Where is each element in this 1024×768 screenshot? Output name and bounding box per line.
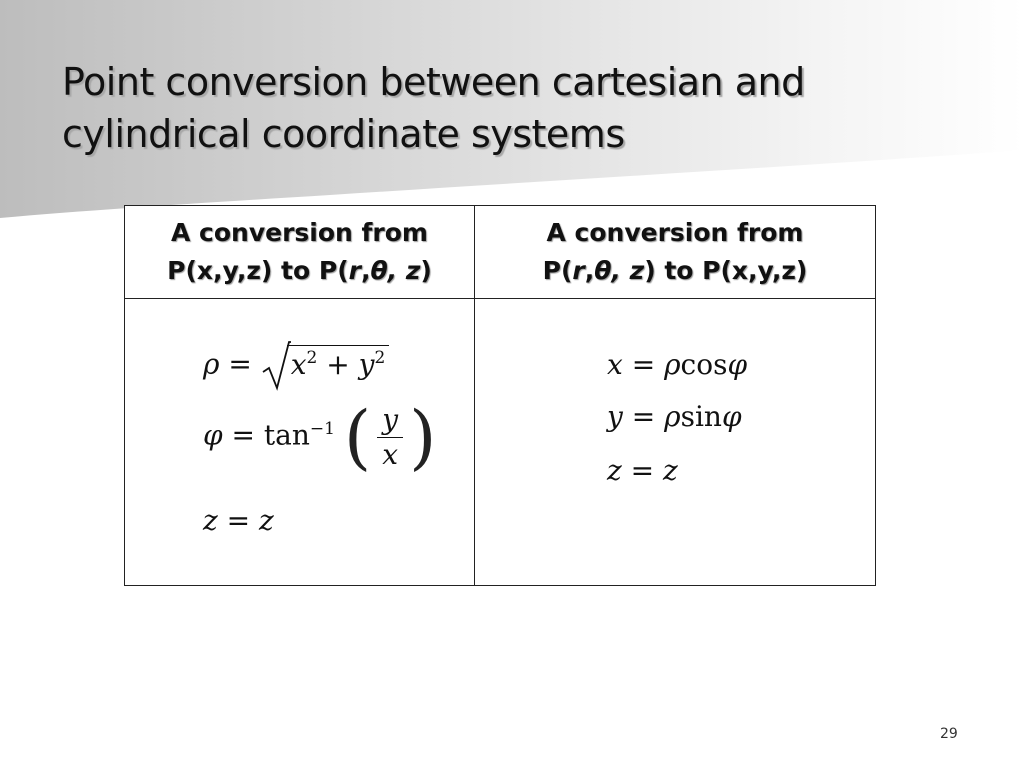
page-number: 29	[940, 726, 958, 742]
title-line-2: cylindrical coordinate systems	[62, 112, 625, 156]
equation-z-left: z = z	[203, 504, 274, 537]
equation-z-right: z = z	[607, 454, 678, 487]
title-line-1: Point conversion between cartesian and	[62, 60, 805, 104]
right-paren: )	[409, 396, 437, 478]
equation-rho: $\rho = x^2 + y^2$	[203, 340, 389, 392]
header-right-line-2: P(r,θ, z) to P(x,y,z)	[542, 256, 808, 285]
equation-x: x = ρcosφ	[607, 348, 748, 381]
header-cylindrical-to-cartesian	[475, 214, 875, 298]
fraction-y-over-x: $\frac{y}{x}$	[377, 403, 403, 472]
table-header-divider	[125, 298, 875, 299]
header-right-line-1: A conversion from	[546, 218, 804, 247]
slide-title	[62, 56, 962, 160]
header-cartesian-to-cylindrical	[125, 214, 474, 298]
conversion-table	[124, 205, 876, 586]
equation-y: y = ρsinφ	[607, 400, 742, 433]
left-paren: (	[343, 396, 372, 478]
header-left-line-1: A conversion from	[171, 218, 428, 247]
header-left-line-2: P(x,y,z) to P(r,θ, z)	[167, 256, 432, 285]
equation-phi: $\varphi = \tan^{-1}$ ( $\frac{y}{x}$ )	[203, 396, 437, 478]
